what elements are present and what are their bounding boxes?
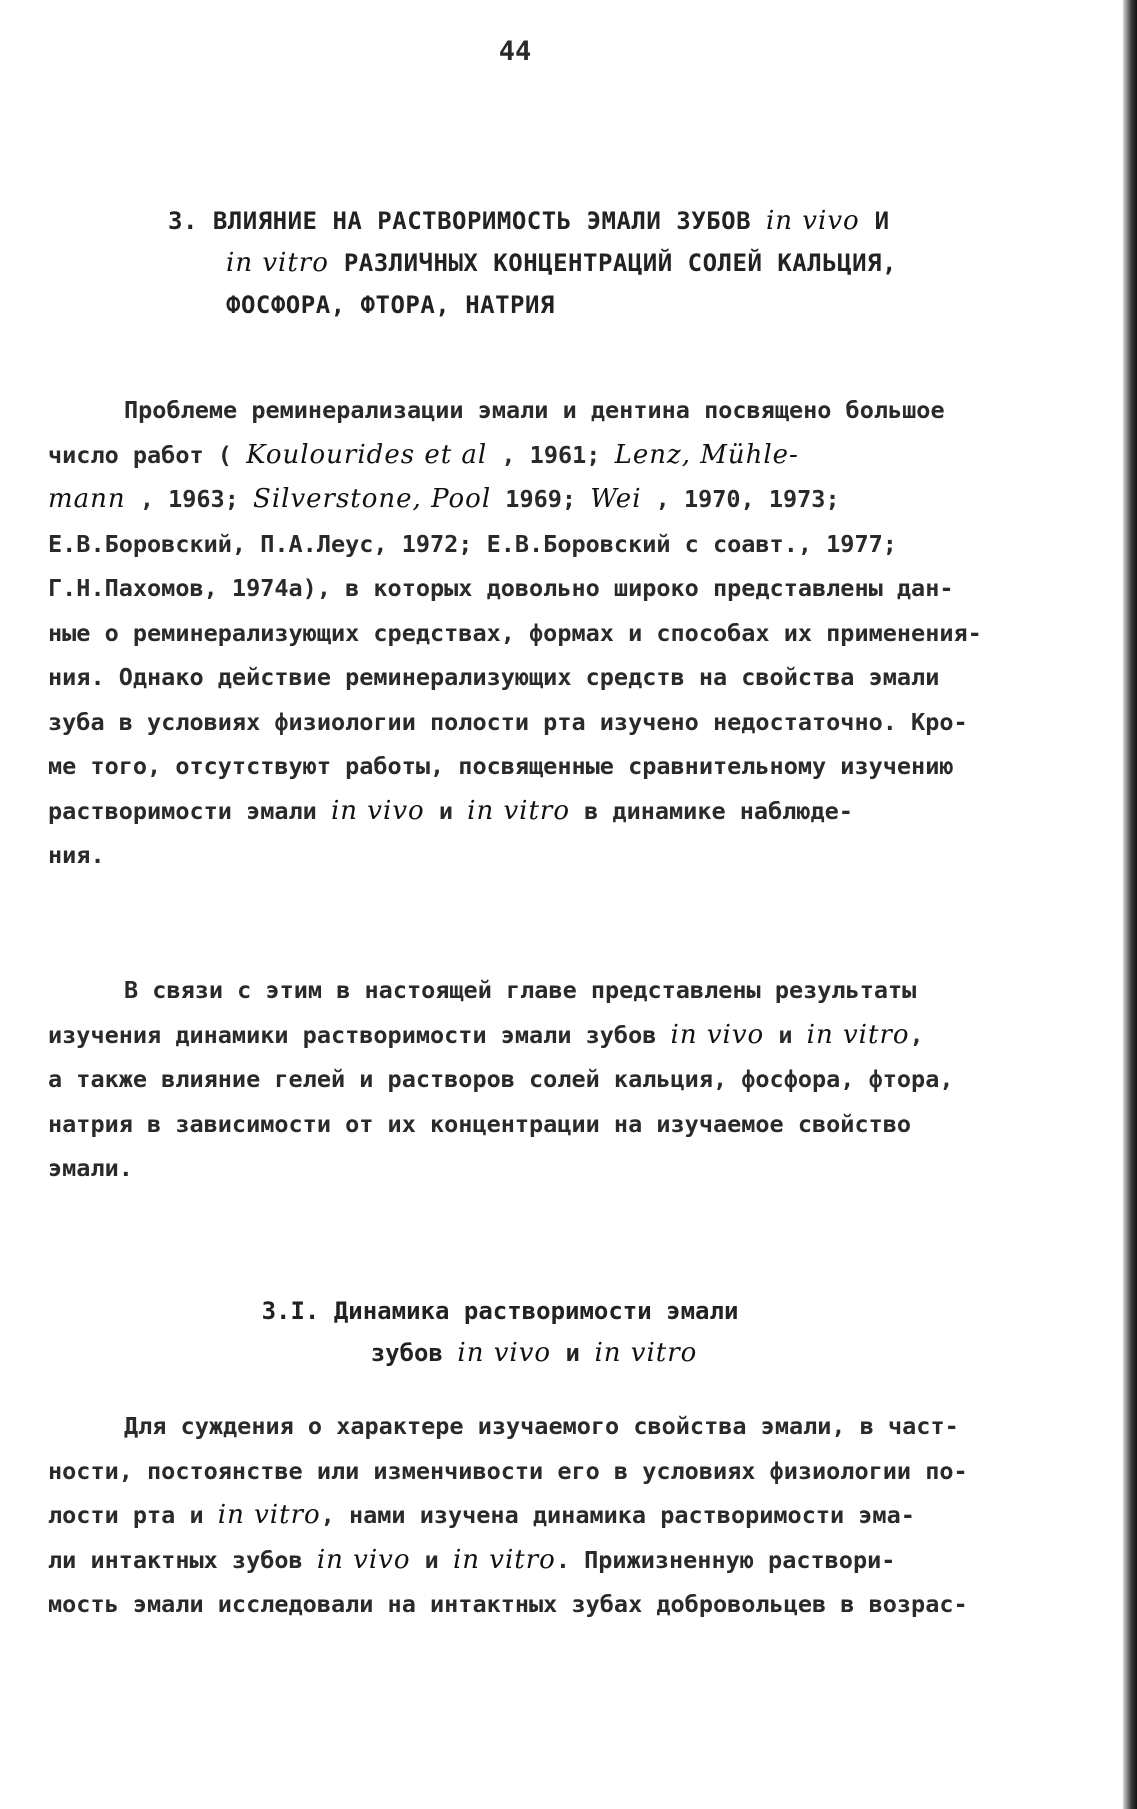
- text-run: ,: [909, 1020, 924, 1049]
- text-run: изучения динамики растворимости эмали зубов: [48, 1020, 657, 1049]
- text-line: Для суждения о характере изучаемого свойства эмали, в част-: [124, 1412, 959, 1440]
- text-line: [48, 477, 1103, 522]
- text-line: В связи с этим в настоящей главе представлены результаты: [124, 976, 917, 1004]
- handwritten-citation: mann: [48, 484, 126, 514]
- text-run: и: [565, 1339, 580, 1367]
- heading-text: И: [874, 207, 890, 235]
- text-run: число работ (: [48, 440, 232, 469]
- handwritten-citation: Koulourides et al: [246, 439, 488, 470]
- text-line: Е.В.Боровский, П.А.Леус, 1972; Е.В.Боровский с соавт., 1977;: [48, 529, 897, 558]
- text-line: Проблеме реминерализации эмали и дентина посвящено большое: [124, 396, 945, 424]
- text-run: зубов: [370, 1339, 443, 1367]
- handwritten-citation: Wei: [590, 484, 642, 514]
- handwritten-term: in vitro: [594, 1338, 698, 1368]
- handwritten-term: in vivo: [765, 206, 860, 236]
- text-line: ния. Однако действие реминерализующих средств на свойства эмали: [48, 663, 940, 691]
- handwritten-term: in vivo: [670, 1019, 765, 1050]
- text-line: Г.Н.Пахомов, 1974а), в которых довольно широко представлены дан-: [48, 574, 954, 602]
- text-line: ные о реминерализующих средствах, формах и способах их применения-: [48, 618, 982, 647]
- handwritten-term: in vivo: [330, 795, 425, 826]
- text-run: , нами изучена динамика растворимости эма-: [320, 1501, 915, 1529]
- text-line: ме того, отсутствуют работы, посвященные сравнительному изучению: [48, 752, 954, 780]
- text-run: ли интактных зубов: [48, 1545, 303, 1574]
- heading-line-1: [168, 200, 1028, 242]
- subheading-line-1: 3.I. Динамика растворимости эмали: [261, 1297, 739, 1325]
- text-line: [48, 1538, 1103, 1583]
- heading-line-2: [168, 242, 1028, 284]
- third-paragraph: [48, 1404, 1103, 1627]
- text-run: в динамике наблюде-: [584, 796, 853, 825]
- handwritten-term: in vitro: [452, 1544, 556, 1575]
- text-run: лости рта и: [48, 1501, 204, 1529]
- second-paragraph: [48, 968, 1103, 1191]
- text-line: мость эмали исследовали на интактных зубах добровольцев в возрас-: [48, 1590, 968, 1618]
- handwritten-term: in vitro: [217, 1500, 321, 1530]
- handwritten-citation: Silverstone, Pool: [253, 484, 492, 514]
- text-line: [48, 1013, 1103, 1058]
- text-line: натрия в зависимости от их концентрации на изучаемое свойство: [48, 1109, 912, 1138]
- handwritten-term: in vitro: [806, 1019, 910, 1050]
- handwritten-term: in vivo: [457, 1338, 552, 1368]
- handwritten-term: in vitro: [226, 248, 329, 278]
- page-number: 44: [498, 36, 532, 67]
- text-line: [48, 1493, 1103, 1538]
- handwritten-citation: Lenz, Mühle-: [614, 439, 799, 470]
- text-run: 1969;: [505, 485, 577, 513]
- handwritten-term: in vitro: [467, 795, 570, 826]
- subheading-line-2: [0, 1332, 1000, 1374]
- text-line: ния.: [48, 841, 105, 869]
- subsection-heading: [0, 1290, 1000, 1374]
- text-run: и: [778, 1020, 793, 1049]
- handwritten-term: in vivo: [316, 1544, 411, 1575]
- text-run: , 1970, 1973;: [655, 485, 840, 513]
- heading-text: 3. ВЛИЯНИЕ НА РАСТВОРИМОСТЬ ЭМАЛИ ЗУБОВ: [168, 207, 752, 235]
- text-line: зуба в условиях физиологии полости рта изучено недостаточно. Кро-: [48, 707, 968, 736]
- text-run: и: [424, 1545, 439, 1574]
- text-line: эмали.: [48, 1154, 133, 1182]
- text-line: ности, постоянстве или изменчивости его в условиях физиологии по-: [48, 1456, 968, 1485]
- text-line: [48, 789, 1103, 834]
- heading-line-3: ФОСФОРА, ФТОРА, НАТРИЯ: [226, 291, 555, 319]
- text-run: . Прижизненную раствори-: [555, 1545, 896, 1574]
- text-run: и: [438, 796, 453, 825]
- text-line: а также влияние гелей и растворов солей кальция, фосфора, фтора,: [48, 1065, 954, 1093]
- heading-text: РАЗЛИЧНЫХ КОНЦЕНТРАЦИЙ СОЛЕЙ КАЛЬЦИЯ,: [343, 249, 897, 277]
- text-run: растворимости эмали: [48, 796, 317, 825]
- text-run: , 1963;: [139, 485, 239, 513]
- text-line: [48, 433, 1103, 478]
- section-heading: [168, 200, 1028, 326]
- intro-paragraph: [48, 388, 1103, 878]
- text-run: , 1961;: [501, 440, 601, 469]
- scan-edge: [1123, 0, 1137, 1809]
